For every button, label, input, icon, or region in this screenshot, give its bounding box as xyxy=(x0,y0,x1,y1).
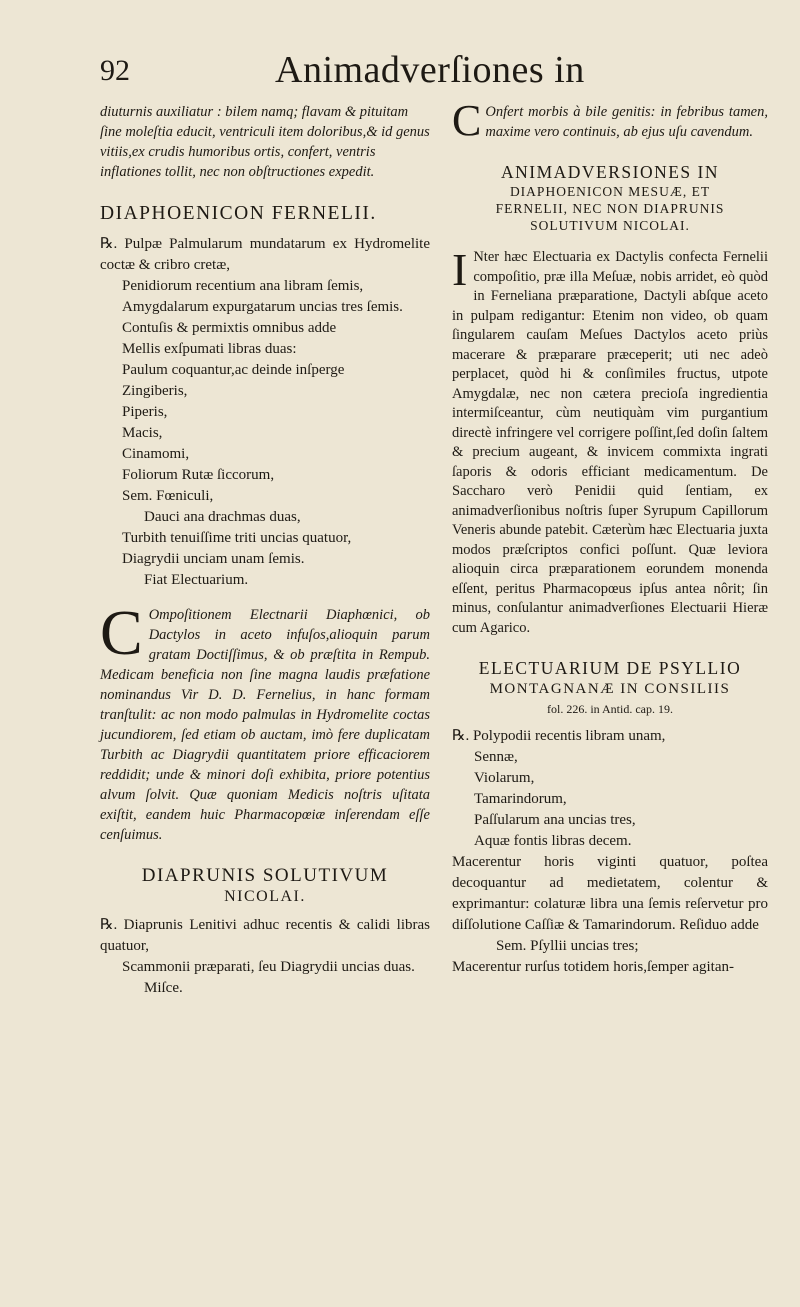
recipe-line: Fiat Electuarium. xyxy=(144,572,249,588)
recipe-line: Turbith tenuiſſime triti uncias quatuor, xyxy=(122,530,352,546)
recipe-line: Zingiberis, xyxy=(122,383,188,399)
drop-cap: C xyxy=(452,96,482,145)
drop-cap: I xyxy=(452,244,468,295)
reference-line: fol. 226. in Antid. cap. 19. xyxy=(547,702,673,716)
running-head: Animadverſiones in xyxy=(275,49,585,91)
intro-paragraph xyxy=(452,96,768,145)
recipe-line: Piperis, xyxy=(122,404,168,420)
recipe-line: Foliorum Rutæ ſiccorum, xyxy=(122,467,275,483)
heading-animadversiones: ANIMADVERSIONES IN xyxy=(500,162,720,182)
heading-montagnanae: MONTAGNANÆ IN CONSILIIS xyxy=(489,681,731,697)
heading-diaphoenicon-fernelii: DIAPHOENICON FERNELII. xyxy=(100,203,377,224)
recipe-line: Paulum coquantur,ac deinde inſperge xyxy=(122,362,345,378)
recipe-line: Sem. Fœniculi, xyxy=(122,488,214,504)
recipe-line: Tamarindorum, xyxy=(474,791,567,807)
recipe-psyllio xyxy=(452,726,768,978)
recipe-line: Sennæ, xyxy=(474,749,518,765)
recipe-line: Macerentur rurſus totidem horis,ſemper agitan- xyxy=(452,959,734,975)
recipe-line: Miſce. xyxy=(144,980,183,996)
intro-text: Onfert morbis à bile genitis: in febribus tamen, maxime vero continuis, ab ejus uſu cavendum. xyxy=(485,104,768,140)
heading-electuarium-psyllio: ELECTUARIUM DE PSYLLIO xyxy=(478,658,742,678)
recipe-diaphoenicon xyxy=(100,234,430,591)
recipe-line: ℞. Polypodii recentis libram unam, xyxy=(452,728,666,744)
heading-line: SOLUTIVUM NICOLAI. xyxy=(530,218,690,233)
recipe-line: Cinamomi, xyxy=(122,446,190,462)
recipe-diaprunis xyxy=(100,915,430,999)
page-header xyxy=(100,48,720,98)
heading-line: DIAPHOENICON MESUÆ, ET xyxy=(509,184,711,199)
recipe-line: Macerentur horis viginti quatuor, poſtea decoquantur ad medietatem, colentur & exprimantur: colaturæ libra una ſemis reſervetur pro diſſolutione Caſſiæ & Tamarindorum. Reſiduo adde xyxy=(452,854,768,933)
recipe-line: Contuſis & permixtis omnibus adde xyxy=(122,320,337,336)
page-number: 92 xyxy=(100,54,130,87)
intro-text: diuturnis auxiliatur : bilem namq; flavam & pituitam ſine moleſtia educit, ventriculi item doloribus,& id genus vitiis,ex crudis humoribus ortis, confert, ventris inflationes tollit, nec non obſtructiones expedit. xyxy=(100,104,430,180)
recipe-line: Dauci ana drachmas duas, xyxy=(144,509,301,525)
comment-text: Ompoſitionem Electnarii Diaphœnici, ob Dactylos in aceto infuſos,alioquin parum gratam Doctiſſimus, & ob præſtita in Rempub. Medicam beneficia non ſine magna laudis præfatione nominandus Vir D. D. Fernelius, in hanc formam tranſtulit: ac non modo palmulas in Hydromelite coctas jucundiorem, ſed etiam ob auctam, imò fere duplicatam Turbith ac Diagrydii quantitatem priore efficaciorem reddidit; unde & minori doſi exhibita, priore potentius alvum ſolvit. Quæ quoniam Medicis noſtris uſitata exiſtit, eandem huic Pharmacopœiæ inſerendam eſſe cenſuimus. xyxy=(100,607,430,843)
recipe-line: Sem. Pſyllii uncias tres; xyxy=(496,938,639,954)
recipe-line: Mellis exſpumati libras duas: xyxy=(122,341,297,357)
heading-nicolai: NICOLAI. xyxy=(224,888,306,905)
animadversion-paragraph xyxy=(452,244,768,638)
comment-paragraph xyxy=(100,597,430,845)
recipe-line: ℞. Diaprunis Lenitivi adhuc recentis & calidi libras quatuor, xyxy=(100,917,430,954)
animadversion-text: Nter hæc Electuaria ex Dactylis confecta Fernelii compoſitio, præ illa Meſuæ, nobis arridet, eò quòd in Ferneliana præparatione, Dactyli abſque aceto in pulpam redigantur: Etenim non video, ob quam ſingularem cauſam Meſues Dactylos aceto priùs macerare & præparare præceperit; uti nec adeò perplacet, quòd hi & conſimiles fructus, utpote Amygdalæ, nec non cætera precioſa ingredientia intermiſceantur, cùm neutiquàm vim purgantium directè infringere vel corrigere poſſint,ſed doſin ſaltem & precium augeant, & invicem commixta ingrati ſaporis & odoris efficiant medicamentum. De Saccharo verò Penidii quid ſentiam, ex animadverſionibus noſtris ſuper Syrupum Capillorum Veneris abunde patebit. Cæterùm hæc Electuaria juxta modos præſcriptos confici poſſunt. Quæ leviora alioquin circa præparationem eorundem monenda eſſent, peritus Pharmacopœus ipſus antea nôrit; ſin minus, conſulantur animadverſiones Electuarii Hieræ cum Agarico. xyxy=(452,249,768,636)
recipe-line: Amygdalarum expurgatarum uncias tres ſemis. xyxy=(122,299,403,315)
recipe-line: Violarum, xyxy=(474,770,535,786)
recipe-line: Diagrydii unciam unam ſemis. xyxy=(122,551,305,567)
heading-diaprunis: DIAPRUNIS SOLUTIVUM xyxy=(141,865,389,886)
drop-cap: C xyxy=(100,597,143,668)
recipe-line: Scammonii præparati, ſeu Diagrydii uncias duas. xyxy=(122,959,415,975)
recipe-line: ℞. Pulpæ Palmularum mundatarum ex Hydromelite coctæ & cribro cretæ, xyxy=(100,236,430,273)
recipe-line: Macis, xyxy=(122,425,163,441)
recipe-line: Aquæ fontis libras decem. xyxy=(474,833,632,849)
recipe-line: Paſſularum ana uncias tres, xyxy=(474,812,636,828)
right-column xyxy=(452,96,768,978)
left-column xyxy=(100,102,430,999)
recipe-line: Penidiorum recentium ana libram ſemis, xyxy=(122,278,364,294)
heading-line: FERNELII, NEC NON DIAPRUNIS xyxy=(495,201,725,216)
